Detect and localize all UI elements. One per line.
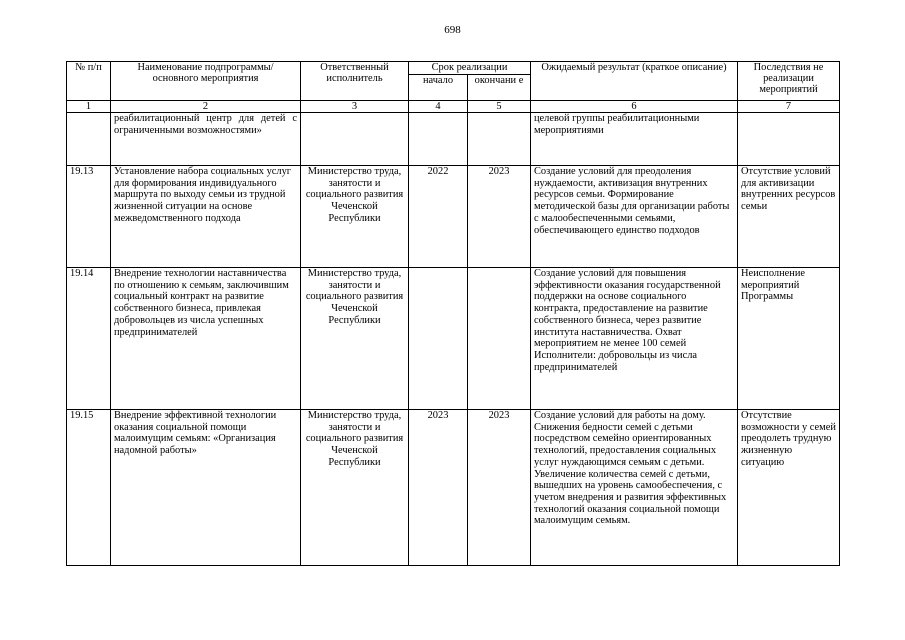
column-numbers-row	[67, 101, 840, 113]
header-name: Наименование подпрограммы/ основного мероприятия	[111, 62, 301, 101]
header-period: Срок реализации	[409, 62, 531, 75]
header-result: Ожидаемый результат (краткое описание)	[531, 62, 738, 101]
header-end: окончани е	[468, 75, 531, 101]
row-responsible	[301, 113, 409, 166]
row-end: 2023	[468, 166, 531, 268]
table-row	[67, 268, 840, 410]
row-start	[409, 268, 468, 410]
column-number: 7	[738, 101, 840, 113]
row-result: Создание условий для работы на дому. Снижения бедности семей с детьми посредством семейно ориентированных технологий, предоставления социальных услуг нуждающимся семьям с детьми. Увеличение количества семей с детьми, вышедших на уровень самообеспечения, с учетом внедрения и развития эффективных технологий оказания социальной помощи малоимущим семьям.	[531, 410, 738, 566]
row-consequences: Неисполнение мероприятий Программы	[738, 268, 840, 410]
header-num: № п/п	[67, 62, 111, 101]
row-num	[67, 113, 111, 166]
column-number: 2	[111, 101, 301, 113]
table-row	[67, 113, 840, 166]
row-consequences	[738, 113, 840, 166]
row-consequences: Отсутствие возможности у семей преодолеть трудную жизненную ситуацию	[738, 410, 840, 566]
row-num: 19.14	[67, 268, 111, 410]
row-end	[468, 113, 531, 166]
row-name: Внедрение эффективной технологии оказания социальной помощи малоимущим семьям: «Организация надомной работы»	[111, 410, 301, 566]
table-row	[67, 410, 840, 566]
row-responsible: Министерство труда, занятости и социального развития Чеченской Республики	[301, 166, 409, 268]
row-responsible: Министерство труда, занятости и социального развития Чеченской Республики	[301, 410, 409, 566]
table-row	[67, 166, 840, 268]
row-num: 19.15	[67, 410, 111, 566]
row-name: Внедрение технологии наставничества по отношению к семьям, заключившим социальный контракт на развитие собственного бизнеса, привлекая добровольцев из числа успешных предпринимателей	[111, 268, 301, 410]
row-consequences: Отсутствие условий для активизации внутренних ресурсов семьи	[738, 166, 840, 268]
column-number: 5	[468, 101, 531, 113]
row-end: 2023	[468, 410, 531, 566]
row-result: целевой группы реабилитационными мероприятиями	[531, 113, 738, 166]
row-start: 2023	[409, 410, 468, 566]
column-number: 4	[409, 101, 468, 113]
measures-table	[66, 61, 840, 566]
column-number: 3	[301, 101, 409, 113]
header-start: начало	[409, 75, 468, 101]
header-responsible: Ответственный исполнитель	[301, 62, 409, 101]
row-num: 19.13	[67, 166, 111, 268]
row-name: реабилитационный центр для детей с ограниченными возможностями»	[111, 113, 301, 166]
page-number: 698	[444, 24, 461, 36]
row-start	[409, 113, 468, 166]
column-number: 1	[67, 101, 111, 113]
column-number: 6	[531, 101, 738, 113]
row-start: 2022	[409, 166, 468, 268]
row-responsible: Министерство труда, занятости и социального развития Чеченской Республики	[301, 268, 409, 410]
row-end	[468, 268, 531, 410]
row-result: Создание условий для повышения эффективности оказания государственной поддержки на основе социального контракта, предоставление на развитие собственного бизнеса, через развитие института наставничества. Охват мероприятием не менее 100 семей Исполнители: добровольцы из числа предпринимателей	[531, 268, 738, 410]
header-consequences: Последствия не реализации мероприятий	[738, 62, 840, 101]
row-result: Создание условий для преодоления нуждаемости, активизация внутренних ресурсов семьи. Формирование методической базы для организации работы с малообеспеченными семьями, обеспечивающего единство подходов	[531, 166, 738, 268]
row-name: Установление набора социальных услуг для формирования индивидуального маршрута по выходу семьи из трудной жизненной ситуации на основе межведомственного подхода	[111, 166, 301, 268]
